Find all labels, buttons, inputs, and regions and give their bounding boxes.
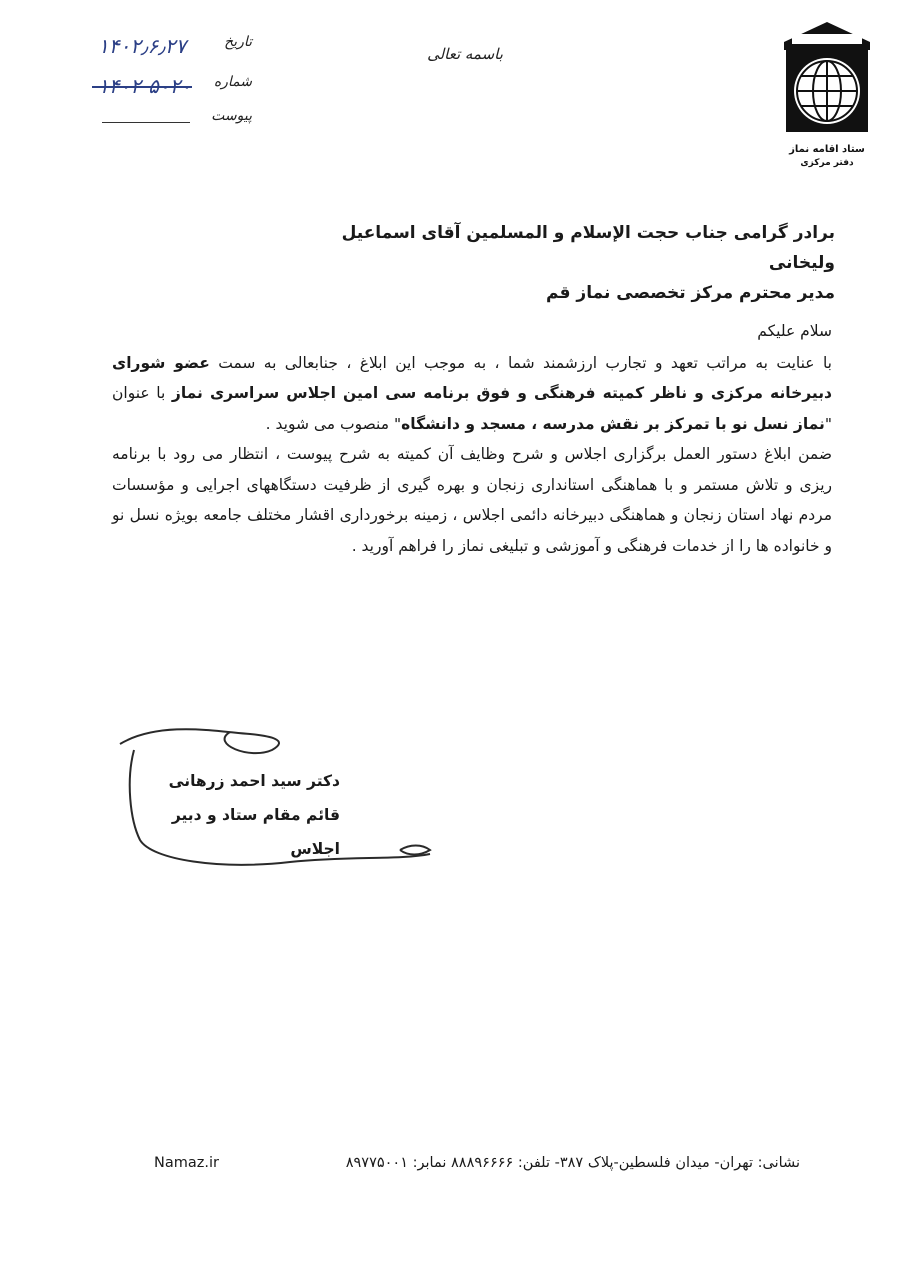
- footer-address: نشانی: تهران- میدان فلسطین-پلاک ۳۸۷- تلفن: ۸۸۸۹۶۶۶۶ نمابر: ۸۹۷۷۵۰۰۱: [345, 1155, 800, 1171]
- signer-title: قائم مقام ستاد و دبیر اجلاس: [171, 806, 340, 858]
- date-label: تاریخ: [224, 34, 252, 50]
- attachment-row: [92, 108, 252, 130]
- conference-theme: نماز نسل نو با تمرکز بر نقش مدرسه ، مسجد و دانشگاه: [401, 414, 825, 433]
- attachment-line: [102, 122, 190, 123]
- recipient-name: برادر گرامی جناب حجت الإسلام و المسلمین آقای اسماعیل ولیخانی: [341, 223, 835, 273]
- letter-body: [112, 316, 832, 561]
- greeting: سلام علیکم: [757, 322, 832, 340]
- signer-name: دکتر سید احمد زرهانی: [168, 772, 340, 790]
- appointment-text-3: " منصوب می شوید .: [265, 414, 402, 433]
- logo-office-name: دفتر مرکزی: [800, 158, 854, 168]
- attachment-label: پیوست: [211, 108, 252, 124]
- number-label: شماره: [213, 74, 252, 90]
- appointment-text-1: با عنایت به مراتب تعهد و تجارب ارزشمند شما ، به موجب این ابلاغ ، جنابعالی به سمت: [218, 353, 832, 372]
- date-row: [92, 34, 252, 56]
- bismillah-heading: باسمه تعالی: [427, 45, 503, 63]
- logo-org-name: ستاد اقامه نماز: [789, 144, 865, 155]
- letter-meta: [92, 28, 252, 128]
- organization-logo: [772, 20, 882, 170]
- signer-block: [140, 764, 340, 866]
- date-value: ۱۴۰۲٫۶٫۲۷: [98, 34, 187, 58]
- appointment-text-2: با عنوان ": [112, 384, 832, 433]
- number-value: ۱۴۰۲-۵۰۲۰: [98, 74, 192, 98]
- recipient-block: [320, 218, 835, 308]
- appointment-role: عضو شورای دبیرخانه مرکزی و ناظر کمیته فرهنگی و فوق برنامه سی امین اجلاس سراسری نماز: [112, 353, 832, 402]
- footer-website: Namaz.ir: [154, 1155, 219, 1171]
- paragraph-appointment: [112, 348, 832, 440]
- kaaba-emblem-icon: [782, 20, 872, 140]
- letter-footer: [150, 1155, 800, 1185]
- recipient-title: مدیر محترم مرکز تخصصی نماز قم: [546, 283, 835, 303]
- number-strikethrough: [92, 86, 192, 88]
- number-row: [92, 74, 252, 96]
- paragraph-instructions: ضمن ابلاغ دستور العمل برگزاری اجلاس و شرح وظایف آن کمیته به شرح پیوست ، انتظار می رود با برنامه ریزی و تلاش مستمر و با هماهنگی استانداری زنجان و بهره گیری از ظرفیت دستگاههای اجرایی و مؤسسات مردم نهاد استان زنجان و هماهنگی دبیرخانه دائمی اجلاس ، زمینه برخورداری اقشار مختلف جامعه بویژه نسل نو و خانواده ها را از خدمات فرهنگی و آموزشی و تبلیغی نماز را فراهم آورید .: [112, 445, 832, 555]
